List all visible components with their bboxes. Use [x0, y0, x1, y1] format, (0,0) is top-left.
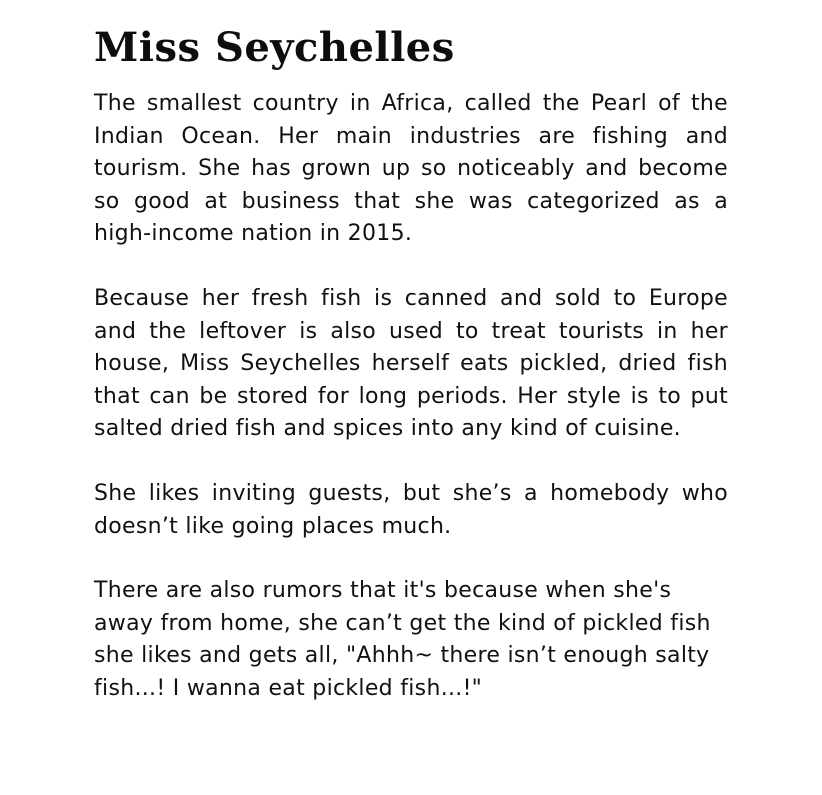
paragraph-intro: The smallest country in Africa, called the Pearl of the Indian Ocean. Her main industries are fishing and tourism. She has grown up so noticeably and become so good at business that she was categorized as a high-income nation in 2015. [94, 91, 728, 247]
paragraph-homebody: She likes inviting guests, but she’s a homebody who doesn’t like going places much. [94, 480, 728, 539]
paragraph-food: Because her fresh fish is canned and sold to Europe and the leftover is also used to treat tourists in her house, Miss Seychelles herself eats pickled, dried fish that can be stored for long periods. Her style is to put salted dried fish and spices into any kind of cuisine. [94, 285, 728, 442]
document-page [94, 24, 728, 706]
paragraph-rumors: There are also rumors that it's because when she's away from home, she can’t get the kind of pickled fish she likes and gets all, "Ahhh~ there isn’t enough salty fish...! I wanna eat pickled fish...!" [94, 578, 711, 701]
page-title: Miss Seychelles [94, 24, 455, 71]
